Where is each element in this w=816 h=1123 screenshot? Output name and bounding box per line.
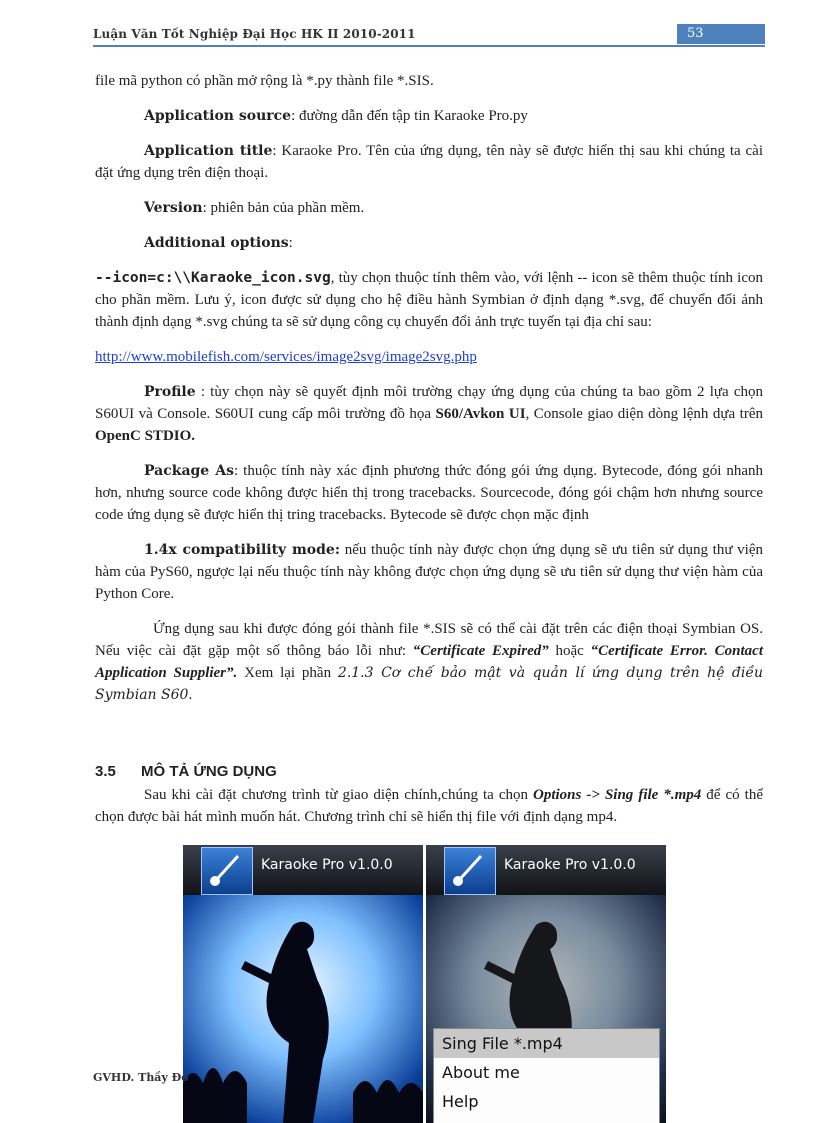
profile-bold-1: S60/Avkon UI: [435, 406, 526, 422]
karaoke-logo-icon: [201, 847, 253, 895]
page-header: [93, 24, 765, 46]
microphone-icon: [202, 848, 252, 894]
karaoke-logo-icon: [444, 847, 496, 895]
menu-path: Options -> Sing file *.mp4: [533, 787, 702, 803]
paragraph-app-source: [95, 105, 763, 127]
package-as-label: Package As: [144, 463, 235, 479]
image2svg-link[interactable]: http://www.mobilefish.com/services/image2svg/image2svg.php: [95, 349, 477, 365]
screenshot-main: [183, 845, 423, 1123]
app-source-text: : đường dẫn đến tập tin Karaoke Pro.py: [291, 108, 528, 124]
page-footer: GVHD. Thầy Đo: [93, 1071, 189, 1084]
header-rule: [93, 45, 765, 47]
app-title-bar-menu: [426, 845, 666, 895]
profile-text-1: : tùy chọn này sẽ quyết định môi trường chạy ứng dụng của chúng ta bao gồm 2 lựa chọn S60UI và Console. S60UI cung cấp môi trường đồ họa: [95, 384, 763, 422]
app-screenshots: [183, 845, 667, 1123]
install-note-text-3: Xem lại phần: [237, 665, 338, 681]
version-label: Version: [144, 200, 203, 216]
app-title: Karaoke Pro v1.0.0: [504, 857, 636, 873]
paragraph-1-text: file mã python có phần mở rộng là *.py thành file *.SIS.: [95, 73, 434, 89]
paragraph-icon-option: [95, 267, 763, 333]
menu-item-about[interactable]: About me: [442, 1063, 520, 1082]
paragraph-profile: [95, 381, 763, 447]
paragraph-install-note: [95, 618, 763, 706]
error-certificate-error: “Certificate Error. Contact Application Supplier”.: [95, 643, 763, 681]
package-as-text: : thuộc tính này xác định phương thức đóng gói ứng dụng. Bytecode, đóng gói nhanh hơn, nhưng source code không được hiển thị trong tracebacks. Sourcecode, đóng gói chậm hơn nhưng source code ứng dụng sẽ được hiển thị tring tracebacks. Bytecode sẽ được chọn mặc định: [95, 463, 763, 523]
profile-label: Profile: [144, 384, 196, 400]
paragraph-additional-options: [95, 232, 763, 254]
singer-silhouette: [183, 895, 423, 1123]
profile-text-2: , Console giao diện dòng lệnh dựa trên: [525, 406, 763, 422]
section-reference: 2.1.3 Cơ chế bảo mật và quản lí ứng dụng trên hệ điều Symbian S60: [95, 665, 763, 703]
section-heading: [95, 763, 277, 780]
icon-option-text: , tùy chọn thuộc tính thêm vào, với lệnh -- icon sẽ thêm thuộc tính icon cho phần mềm. Lưu ý, icon được sử dụng cho hệ điều hành Symbian ở định dạng *.svg, để chuyển đổi ảnh thành định dạng *.svg chúng ta sẽ sử dụng công cụ chuyển đổi ảnh trực tuyến tại địa chỉ sau:: [95, 270, 763, 330]
header-title: Luận Văn Tốt Nghiệp Đại Học HK II 2010-2011: [93, 27, 416, 41]
install-note-text-2: hoặc: [548, 643, 591, 659]
error-certificate-expired: “Certificate Expired”: [412, 643, 549, 659]
paragraph-package-as: [95, 460, 763, 526]
paragraph-app-description: [95, 784, 763, 828]
singer-image: [183, 895, 423, 1123]
install-note-text-1: Ứng dụng sau khi được đóng gói thành file *.SIS sẽ có thể cài đặt trên các điện thoại Symbian OS. Nếu việc cài đặt gặp một số thông báo lỗi như:: [95, 621, 763, 659]
section-title: MÔ TẢ ỨNG DỤNG: [141, 763, 277, 780]
paragraph-1: [95, 70, 763, 92]
paragraph-app-title: [95, 140, 763, 184]
paragraph-compat-mode: [95, 539, 763, 605]
screenshot-options-menu: [426, 845, 666, 1123]
app-description-text-1: Sau khi cài đặt chương trình từ giao diện chính,chúng ta chọn: [144, 787, 534, 803]
page-number: 53: [677, 24, 765, 44]
paragraph-version: [95, 197, 763, 219]
section-number: 3.5: [95, 763, 116, 780]
body-text: [95, 70, 763, 706]
additional-options-label: Additional options: [144, 235, 289, 251]
compat-mode-label: 1.4x compatibility mode:: [144, 542, 341, 558]
menu-item-help[interactable]: Help: [442, 1092, 479, 1111]
version-text: : phiên bản của phần mềm.: [202, 200, 365, 216]
additional-options-text: :: [288, 235, 293, 251]
app-description-text-2: để có thể chọn được bài hát mình muốn hát. Chương trình chỉ sẽ hiển thị file với định dạng mp4.: [95, 787, 764, 825]
app-title-text: : Karaoke Pro. Tên của ứng dụng, tên này sẽ được hiển thị sau khi chúng ta cài đặt ứng dụng trên điện thoại.: [95, 143, 763, 181]
app-title: Karaoke Pro v1.0.0: [261, 857, 393, 873]
app-source-label: Application source: [144, 108, 292, 124]
icon-option-code: --icon=c:\\Karaoke_icon.svg: [95, 270, 331, 286]
app-title-label: Application title: [144, 143, 273, 159]
app-title-bar: [183, 845, 423, 895]
options-menu: [433, 1028, 660, 1123]
compat-mode-text: nếu thuộc tính này được chọn ứng dụng sẽ ưu tiên sử dụng thư viện hàm của PyS60, ngược lại nếu thuộc tính này không được chọn ứng dụng sẽ ưu tiên sử dụng thư viện hàm của Python Core.: [95, 542, 763, 602]
profile-bold-2: OpenC STDIO.: [95, 428, 196, 444]
paragraph-link: [95, 346, 763, 368]
section-body: [95, 784, 763, 828]
install-note-end: .: [188, 687, 193, 703]
menu-item-sing-file[interactable]: Sing File *.mp4: [434, 1029, 659, 1058]
microphone-icon: [445, 848, 495, 894]
